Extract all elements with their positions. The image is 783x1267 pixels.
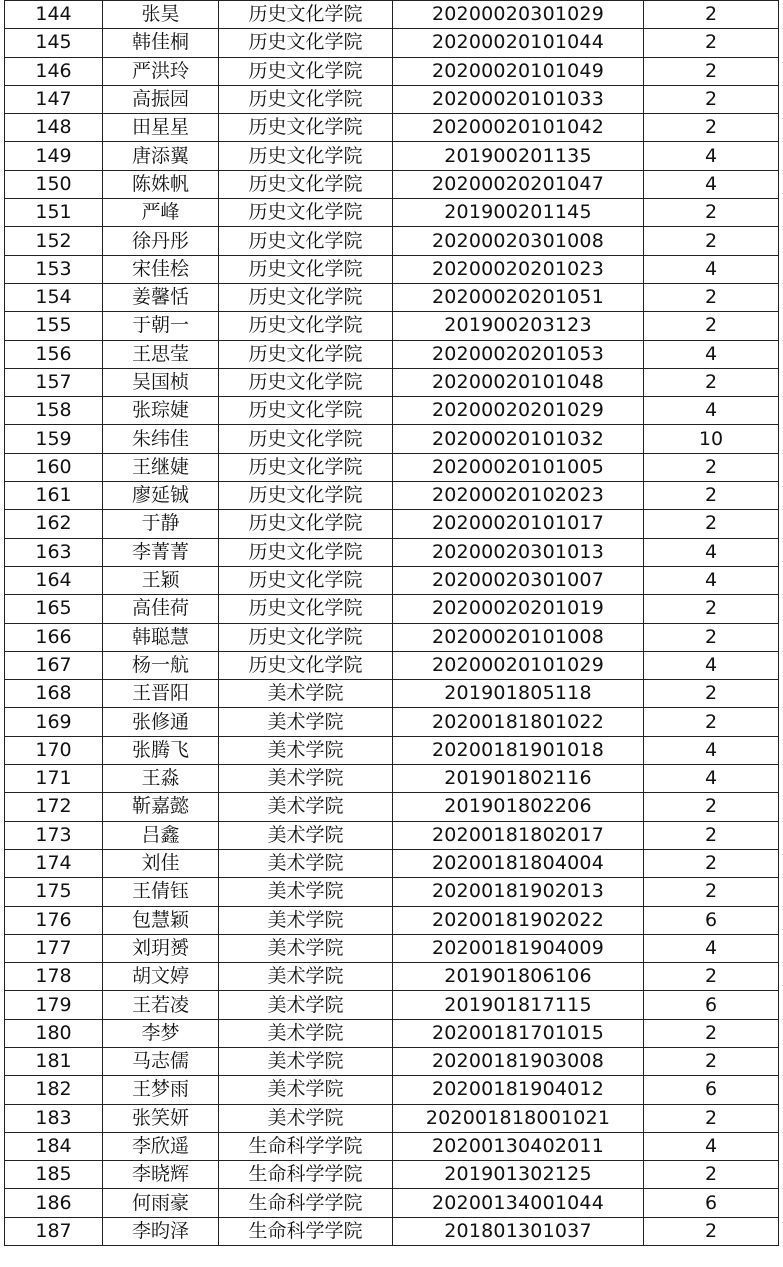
department-cell: 历史文化学院 bbox=[219, 340, 393, 368]
count-cell: 2 bbox=[644, 1019, 779, 1047]
table-row bbox=[5, 1132, 779, 1160]
student-name-cell: 王梦雨 bbox=[103, 1076, 219, 1104]
count-cell: 6 bbox=[644, 1189, 779, 1217]
table-row bbox=[5, 283, 779, 311]
student-id-cell: 201801301037 bbox=[393, 1217, 644, 1245]
student-id-cell: 20200020301013 bbox=[393, 538, 644, 566]
table-row bbox=[5, 1189, 779, 1217]
student-id-cell: 20200020301007 bbox=[393, 566, 644, 594]
student-id-cell: 201901802206 bbox=[393, 793, 644, 821]
row-number-cell: 144 bbox=[5, 1, 103, 29]
department-cell: 历史文化学院 bbox=[219, 566, 393, 594]
department-cell: 美术学院 bbox=[219, 821, 393, 849]
row-number-cell: 184 bbox=[5, 1132, 103, 1160]
student-name-cell: 张腾飞 bbox=[103, 736, 219, 764]
student-name-cell: 吴国桢 bbox=[103, 368, 219, 396]
count-cell: 6 bbox=[644, 991, 779, 1019]
table-row bbox=[5, 397, 779, 425]
count-cell: 4 bbox=[644, 651, 779, 679]
student-id-cell: 20200020102023 bbox=[393, 482, 644, 510]
department-cell: 历史文化学院 bbox=[219, 623, 393, 651]
student-id-cell: 20200020101042 bbox=[393, 114, 644, 142]
row-number-cell: 154 bbox=[5, 283, 103, 311]
row-number-cell: 186 bbox=[5, 1189, 103, 1217]
count-cell: 2 bbox=[644, 821, 779, 849]
department-cell: 历史文化学院 bbox=[219, 482, 393, 510]
student-id-cell: 201901817115 bbox=[393, 991, 644, 1019]
row-number-cell: 156 bbox=[5, 340, 103, 368]
student-name-cell: 唐添翼 bbox=[103, 142, 219, 170]
department-cell: 美术学院 bbox=[219, 680, 393, 708]
student-name-cell: 张昊 bbox=[103, 1, 219, 29]
student-id-cell: 20200181701015 bbox=[393, 1019, 644, 1047]
department-cell: 历史文化学院 bbox=[219, 368, 393, 396]
department-cell: 历史文化学院 bbox=[219, 651, 393, 679]
student-id-cell: 20200181902013 bbox=[393, 878, 644, 906]
row-number-cell: 160 bbox=[5, 453, 103, 481]
count-cell: 2 bbox=[644, 849, 779, 877]
table-row bbox=[5, 623, 779, 651]
row-number-cell: 181 bbox=[5, 1047, 103, 1075]
count-cell: 2 bbox=[644, 453, 779, 481]
row-number-cell: 152 bbox=[5, 227, 103, 255]
table-row bbox=[5, 878, 779, 906]
table-row bbox=[5, 595, 779, 623]
department-cell: 历史文化学院 bbox=[219, 538, 393, 566]
student-name-cell: 张笑妍 bbox=[103, 1104, 219, 1132]
student-name-cell: 张琮婕 bbox=[103, 397, 219, 425]
student-name-cell: 廖延铖 bbox=[103, 482, 219, 510]
row-number-cell: 164 bbox=[5, 566, 103, 594]
department-cell: 历史文化学院 bbox=[219, 595, 393, 623]
department-cell: 美术学院 bbox=[219, 793, 393, 821]
row-number-cell: 187 bbox=[5, 1217, 103, 1245]
department-cell: 美术学院 bbox=[219, 1076, 393, 1104]
table-row bbox=[5, 482, 779, 510]
student-name-cell: 李菁菁 bbox=[103, 538, 219, 566]
table-row bbox=[5, 963, 779, 991]
student-name-cell: 王思莹 bbox=[103, 340, 219, 368]
student-name-cell: 严洪玲 bbox=[103, 57, 219, 85]
student-id-cell: 20200020101008 bbox=[393, 623, 644, 651]
count-cell: 4 bbox=[644, 170, 779, 198]
student-id-cell: 20200020101032 bbox=[393, 425, 644, 453]
department-cell: 历史文化学院 bbox=[219, 142, 393, 170]
department-cell: 历史文化学院 bbox=[219, 1, 393, 29]
table-row bbox=[5, 849, 779, 877]
table-row bbox=[5, 1104, 779, 1132]
student-name-cell: 张修通 bbox=[103, 708, 219, 736]
student-name-cell: 王倩钰 bbox=[103, 878, 219, 906]
count-cell: 4 bbox=[644, 1132, 779, 1160]
table-row bbox=[5, 57, 779, 85]
count-cell: 4 bbox=[644, 538, 779, 566]
row-number-cell: 150 bbox=[5, 170, 103, 198]
student-name-cell: 严峰 bbox=[103, 199, 219, 227]
row-number-cell: 158 bbox=[5, 397, 103, 425]
row-number-cell: 155 bbox=[5, 312, 103, 340]
row-number-cell: 171 bbox=[5, 765, 103, 793]
student-table bbox=[4, 0, 779, 1246]
count-cell: 4 bbox=[644, 340, 779, 368]
student-name-cell: 李昀泽 bbox=[103, 1217, 219, 1245]
table-row bbox=[5, 170, 779, 198]
student-id-cell: 20200020201047 bbox=[393, 170, 644, 198]
table-row bbox=[5, 142, 779, 170]
student-id-cell: 20200020101017 bbox=[393, 510, 644, 538]
count-cell: 2 bbox=[644, 283, 779, 311]
row-number-cell: 172 bbox=[5, 793, 103, 821]
student-id-cell: 20200134001044 bbox=[393, 1189, 644, 1217]
table-row bbox=[5, 1161, 779, 1189]
row-number-cell: 179 bbox=[5, 991, 103, 1019]
count-cell: 2 bbox=[644, 29, 779, 57]
row-number-cell: 166 bbox=[5, 623, 103, 651]
student-id-cell: 201901302125 bbox=[393, 1161, 644, 1189]
student-name-cell: 宋佳桧 bbox=[103, 255, 219, 283]
table-row bbox=[5, 821, 779, 849]
table-row bbox=[5, 425, 779, 453]
row-number-cell: 149 bbox=[5, 142, 103, 170]
student-id-cell: 202001818001021 bbox=[393, 1104, 644, 1132]
row-number-cell: 169 bbox=[5, 708, 103, 736]
student-name-cell: 李梦 bbox=[103, 1019, 219, 1047]
student-id-cell: 20200181802017 bbox=[393, 821, 644, 849]
table-row bbox=[5, 708, 779, 736]
student-id-cell: 20200181904009 bbox=[393, 934, 644, 962]
student-name-cell: 王晋阳 bbox=[103, 680, 219, 708]
table-row bbox=[5, 736, 779, 764]
department-cell: 美术学院 bbox=[219, 878, 393, 906]
department-cell: 历史文化学院 bbox=[219, 510, 393, 538]
student-id-cell: 20200020201019 bbox=[393, 595, 644, 623]
department-cell: 美术学院 bbox=[219, 1019, 393, 1047]
student-name-cell: 吕鑫 bbox=[103, 821, 219, 849]
table-row bbox=[5, 765, 779, 793]
student-name-cell: 韩佳桐 bbox=[103, 29, 219, 57]
count-cell: 2 bbox=[644, 510, 779, 538]
student-name-cell: 王继婕 bbox=[103, 453, 219, 481]
department-cell: 历史文化学院 bbox=[219, 255, 393, 283]
count-cell: 2 bbox=[644, 1047, 779, 1075]
table-row bbox=[5, 1047, 779, 1075]
count-cell: 4 bbox=[644, 397, 779, 425]
student-id-cell: 20200181804004 bbox=[393, 849, 644, 877]
student-id-cell: 20200020301008 bbox=[393, 227, 644, 255]
student-id-cell: 20200020201029 bbox=[393, 397, 644, 425]
row-number-cell: 153 bbox=[5, 255, 103, 283]
count-cell: 2 bbox=[644, 680, 779, 708]
student-id-cell: 201900201145 bbox=[393, 199, 644, 227]
table-row bbox=[5, 368, 779, 396]
student-name-cell: 马志儒 bbox=[103, 1047, 219, 1075]
department-cell: 生命科学学院 bbox=[219, 1217, 393, 1245]
count-cell: 2 bbox=[644, 963, 779, 991]
row-number-cell: 170 bbox=[5, 736, 103, 764]
table-row bbox=[5, 227, 779, 255]
department-cell: 历史文化学院 bbox=[219, 453, 393, 481]
student-id-cell: 20200181801022 bbox=[393, 708, 644, 736]
row-number-cell: 182 bbox=[5, 1076, 103, 1104]
department-cell: 美术学院 bbox=[219, 736, 393, 764]
row-number-cell: 178 bbox=[5, 963, 103, 991]
count-cell: 4 bbox=[644, 142, 779, 170]
department-cell: 美术学院 bbox=[219, 849, 393, 877]
department-cell: 生命科学学院 bbox=[219, 1189, 393, 1217]
row-number-cell: 148 bbox=[5, 114, 103, 142]
department-cell: 历史文化学院 bbox=[219, 57, 393, 85]
department-cell: 历史文化学院 bbox=[219, 397, 393, 425]
student-id-cell: 201901805118 bbox=[393, 680, 644, 708]
table-row bbox=[5, 1076, 779, 1104]
row-number-cell: 146 bbox=[5, 57, 103, 85]
count-cell: 4 bbox=[644, 566, 779, 594]
student-name-cell: 李欣遥 bbox=[103, 1132, 219, 1160]
student-name-cell: 何雨豪 bbox=[103, 1189, 219, 1217]
student-id-cell: 20200020101048 bbox=[393, 368, 644, 396]
student-name-cell: 杨一航 bbox=[103, 651, 219, 679]
department-cell: 历史文化学院 bbox=[219, 29, 393, 57]
count-cell: 2 bbox=[644, 1161, 779, 1189]
row-number-cell: 177 bbox=[5, 934, 103, 962]
department-cell: 历史文化学院 bbox=[219, 170, 393, 198]
row-number-cell: 174 bbox=[5, 849, 103, 877]
count-cell: 2 bbox=[644, 1217, 779, 1245]
table-row bbox=[5, 510, 779, 538]
student-id-cell: 20200020101049 bbox=[393, 57, 644, 85]
row-number-cell: 147 bbox=[5, 85, 103, 113]
student-name-cell: 田星星 bbox=[103, 114, 219, 142]
row-number-cell: 180 bbox=[5, 1019, 103, 1047]
row-number-cell: 151 bbox=[5, 199, 103, 227]
department-cell: 美术学院 bbox=[219, 934, 393, 962]
table-row bbox=[5, 1, 779, 29]
row-number-cell: 168 bbox=[5, 680, 103, 708]
count-cell: 2 bbox=[644, 114, 779, 142]
student-name-cell: 靳嘉懿 bbox=[103, 793, 219, 821]
department-cell: 美术学院 bbox=[219, 1104, 393, 1132]
student-name-cell: 王颖 bbox=[103, 566, 219, 594]
count-cell: 2 bbox=[644, 312, 779, 340]
count-cell: 4 bbox=[644, 765, 779, 793]
row-number-cell: 161 bbox=[5, 482, 103, 510]
row-number-cell: 157 bbox=[5, 368, 103, 396]
student-name-cell: 刘佳 bbox=[103, 849, 219, 877]
count-cell: 4 bbox=[644, 255, 779, 283]
student-id-cell: 20200020101044 bbox=[393, 29, 644, 57]
student-name-cell: 高佳荷 bbox=[103, 595, 219, 623]
count-cell: 6 bbox=[644, 1076, 779, 1104]
department-cell: 历史文化学院 bbox=[219, 425, 393, 453]
count-cell: 2 bbox=[644, 227, 779, 255]
count-cell: 10 bbox=[644, 425, 779, 453]
student-id-cell: 20200020101033 bbox=[393, 85, 644, 113]
student-id-cell: 20200181901018 bbox=[393, 736, 644, 764]
row-number-cell: 176 bbox=[5, 906, 103, 934]
table-row bbox=[5, 453, 779, 481]
student-name-cell: 朱纬佳 bbox=[103, 425, 219, 453]
department-cell: 美术学院 bbox=[219, 963, 393, 991]
table-row bbox=[5, 1217, 779, 1245]
student-name-cell: 陈姝帆 bbox=[103, 170, 219, 198]
row-number-cell: 163 bbox=[5, 538, 103, 566]
count-cell: 4 bbox=[644, 736, 779, 764]
count-cell: 2 bbox=[644, 368, 779, 396]
department-cell: 美术学院 bbox=[219, 765, 393, 793]
row-number-cell: 183 bbox=[5, 1104, 103, 1132]
count-cell: 2 bbox=[644, 708, 779, 736]
count-cell: 4 bbox=[644, 934, 779, 962]
student-name-cell: 王若凌 bbox=[103, 991, 219, 1019]
student-name-cell: 高振园 bbox=[103, 85, 219, 113]
count-cell: 2 bbox=[644, 595, 779, 623]
table-row bbox=[5, 29, 779, 57]
student-id-cell: 20200020101029 bbox=[393, 651, 644, 679]
table-row bbox=[5, 566, 779, 594]
row-number-cell: 162 bbox=[5, 510, 103, 538]
count-cell: 2 bbox=[644, 482, 779, 510]
department-cell: 历史文化学院 bbox=[219, 283, 393, 311]
table-row bbox=[5, 538, 779, 566]
table-row bbox=[5, 340, 779, 368]
row-number-cell: 173 bbox=[5, 821, 103, 849]
row-number-cell: 159 bbox=[5, 425, 103, 453]
student-name-cell: 刘玥赟 bbox=[103, 934, 219, 962]
count-cell: 2 bbox=[644, 57, 779, 85]
student-id-cell: 201901802116 bbox=[393, 765, 644, 793]
student-id-cell: 20200181903008 bbox=[393, 1047, 644, 1075]
student-id-cell: 20200181902022 bbox=[393, 906, 644, 934]
row-number-cell: 175 bbox=[5, 878, 103, 906]
student-name-cell: 包慧颖 bbox=[103, 906, 219, 934]
student-id-cell: 20200181904012 bbox=[393, 1076, 644, 1104]
student-id-cell: 201901806106 bbox=[393, 963, 644, 991]
student-name-cell: 王淼 bbox=[103, 765, 219, 793]
row-number-cell: 145 bbox=[5, 29, 103, 57]
student-id-cell: 20200130402011 bbox=[393, 1132, 644, 1160]
student-name-cell: 徐丹彤 bbox=[103, 227, 219, 255]
department-cell: 美术学院 bbox=[219, 1047, 393, 1075]
table-row bbox=[5, 114, 779, 142]
student-name-cell: 于朝一 bbox=[103, 312, 219, 340]
department-cell: 美术学院 bbox=[219, 906, 393, 934]
row-number-cell: 167 bbox=[5, 651, 103, 679]
department-cell: 美术学院 bbox=[219, 991, 393, 1019]
count-cell: 2 bbox=[644, 793, 779, 821]
department-cell: 美术学院 bbox=[219, 708, 393, 736]
department-cell: 历史文化学院 bbox=[219, 199, 393, 227]
student-name-cell: 姜馨恬 bbox=[103, 283, 219, 311]
student-name-cell: 胡文婷 bbox=[103, 963, 219, 991]
student-id-cell: 20200020201023 bbox=[393, 255, 644, 283]
count-cell: 2 bbox=[644, 623, 779, 651]
count-cell: 2 bbox=[644, 1104, 779, 1132]
table-row bbox=[5, 255, 779, 283]
table-row bbox=[5, 312, 779, 340]
student-id-cell: 201900201135 bbox=[393, 142, 644, 170]
table-row bbox=[5, 1019, 779, 1047]
row-number-cell: 185 bbox=[5, 1161, 103, 1189]
count-cell: 2 bbox=[644, 199, 779, 227]
student-name-cell: 于静 bbox=[103, 510, 219, 538]
department-cell: 历史文化学院 bbox=[219, 312, 393, 340]
department-cell: 历史文化学院 bbox=[219, 227, 393, 255]
table-row bbox=[5, 934, 779, 962]
student-id-cell: 20200020201053 bbox=[393, 340, 644, 368]
student-id-cell: 20200020101005 bbox=[393, 453, 644, 481]
count-cell: 2 bbox=[644, 878, 779, 906]
table-row bbox=[5, 85, 779, 113]
department-cell: 历史文化学院 bbox=[219, 114, 393, 142]
department-cell: 历史文化学院 bbox=[219, 85, 393, 113]
row-number-cell: 165 bbox=[5, 595, 103, 623]
count-cell: 6 bbox=[644, 906, 779, 934]
table-row bbox=[5, 651, 779, 679]
student-name-cell: 李晓辉 bbox=[103, 1161, 219, 1189]
count-cell: 2 bbox=[644, 1, 779, 29]
table-row bbox=[5, 793, 779, 821]
student-name-cell: 韩聪慧 bbox=[103, 623, 219, 651]
student-id-cell: 20200020201051 bbox=[393, 283, 644, 311]
table-row bbox=[5, 199, 779, 227]
table-body bbox=[5, 1, 779, 1246]
table-row bbox=[5, 680, 779, 708]
table-row bbox=[5, 991, 779, 1019]
student-id-cell: 20200020301029 bbox=[393, 1, 644, 29]
student-id-cell: 201900203123 bbox=[393, 312, 644, 340]
count-cell: 2 bbox=[644, 85, 779, 113]
table-row bbox=[5, 906, 779, 934]
department-cell: 生命科学学院 bbox=[219, 1132, 393, 1160]
department-cell: 生命科学学院 bbox=[219, 1161, 393, 1189]
